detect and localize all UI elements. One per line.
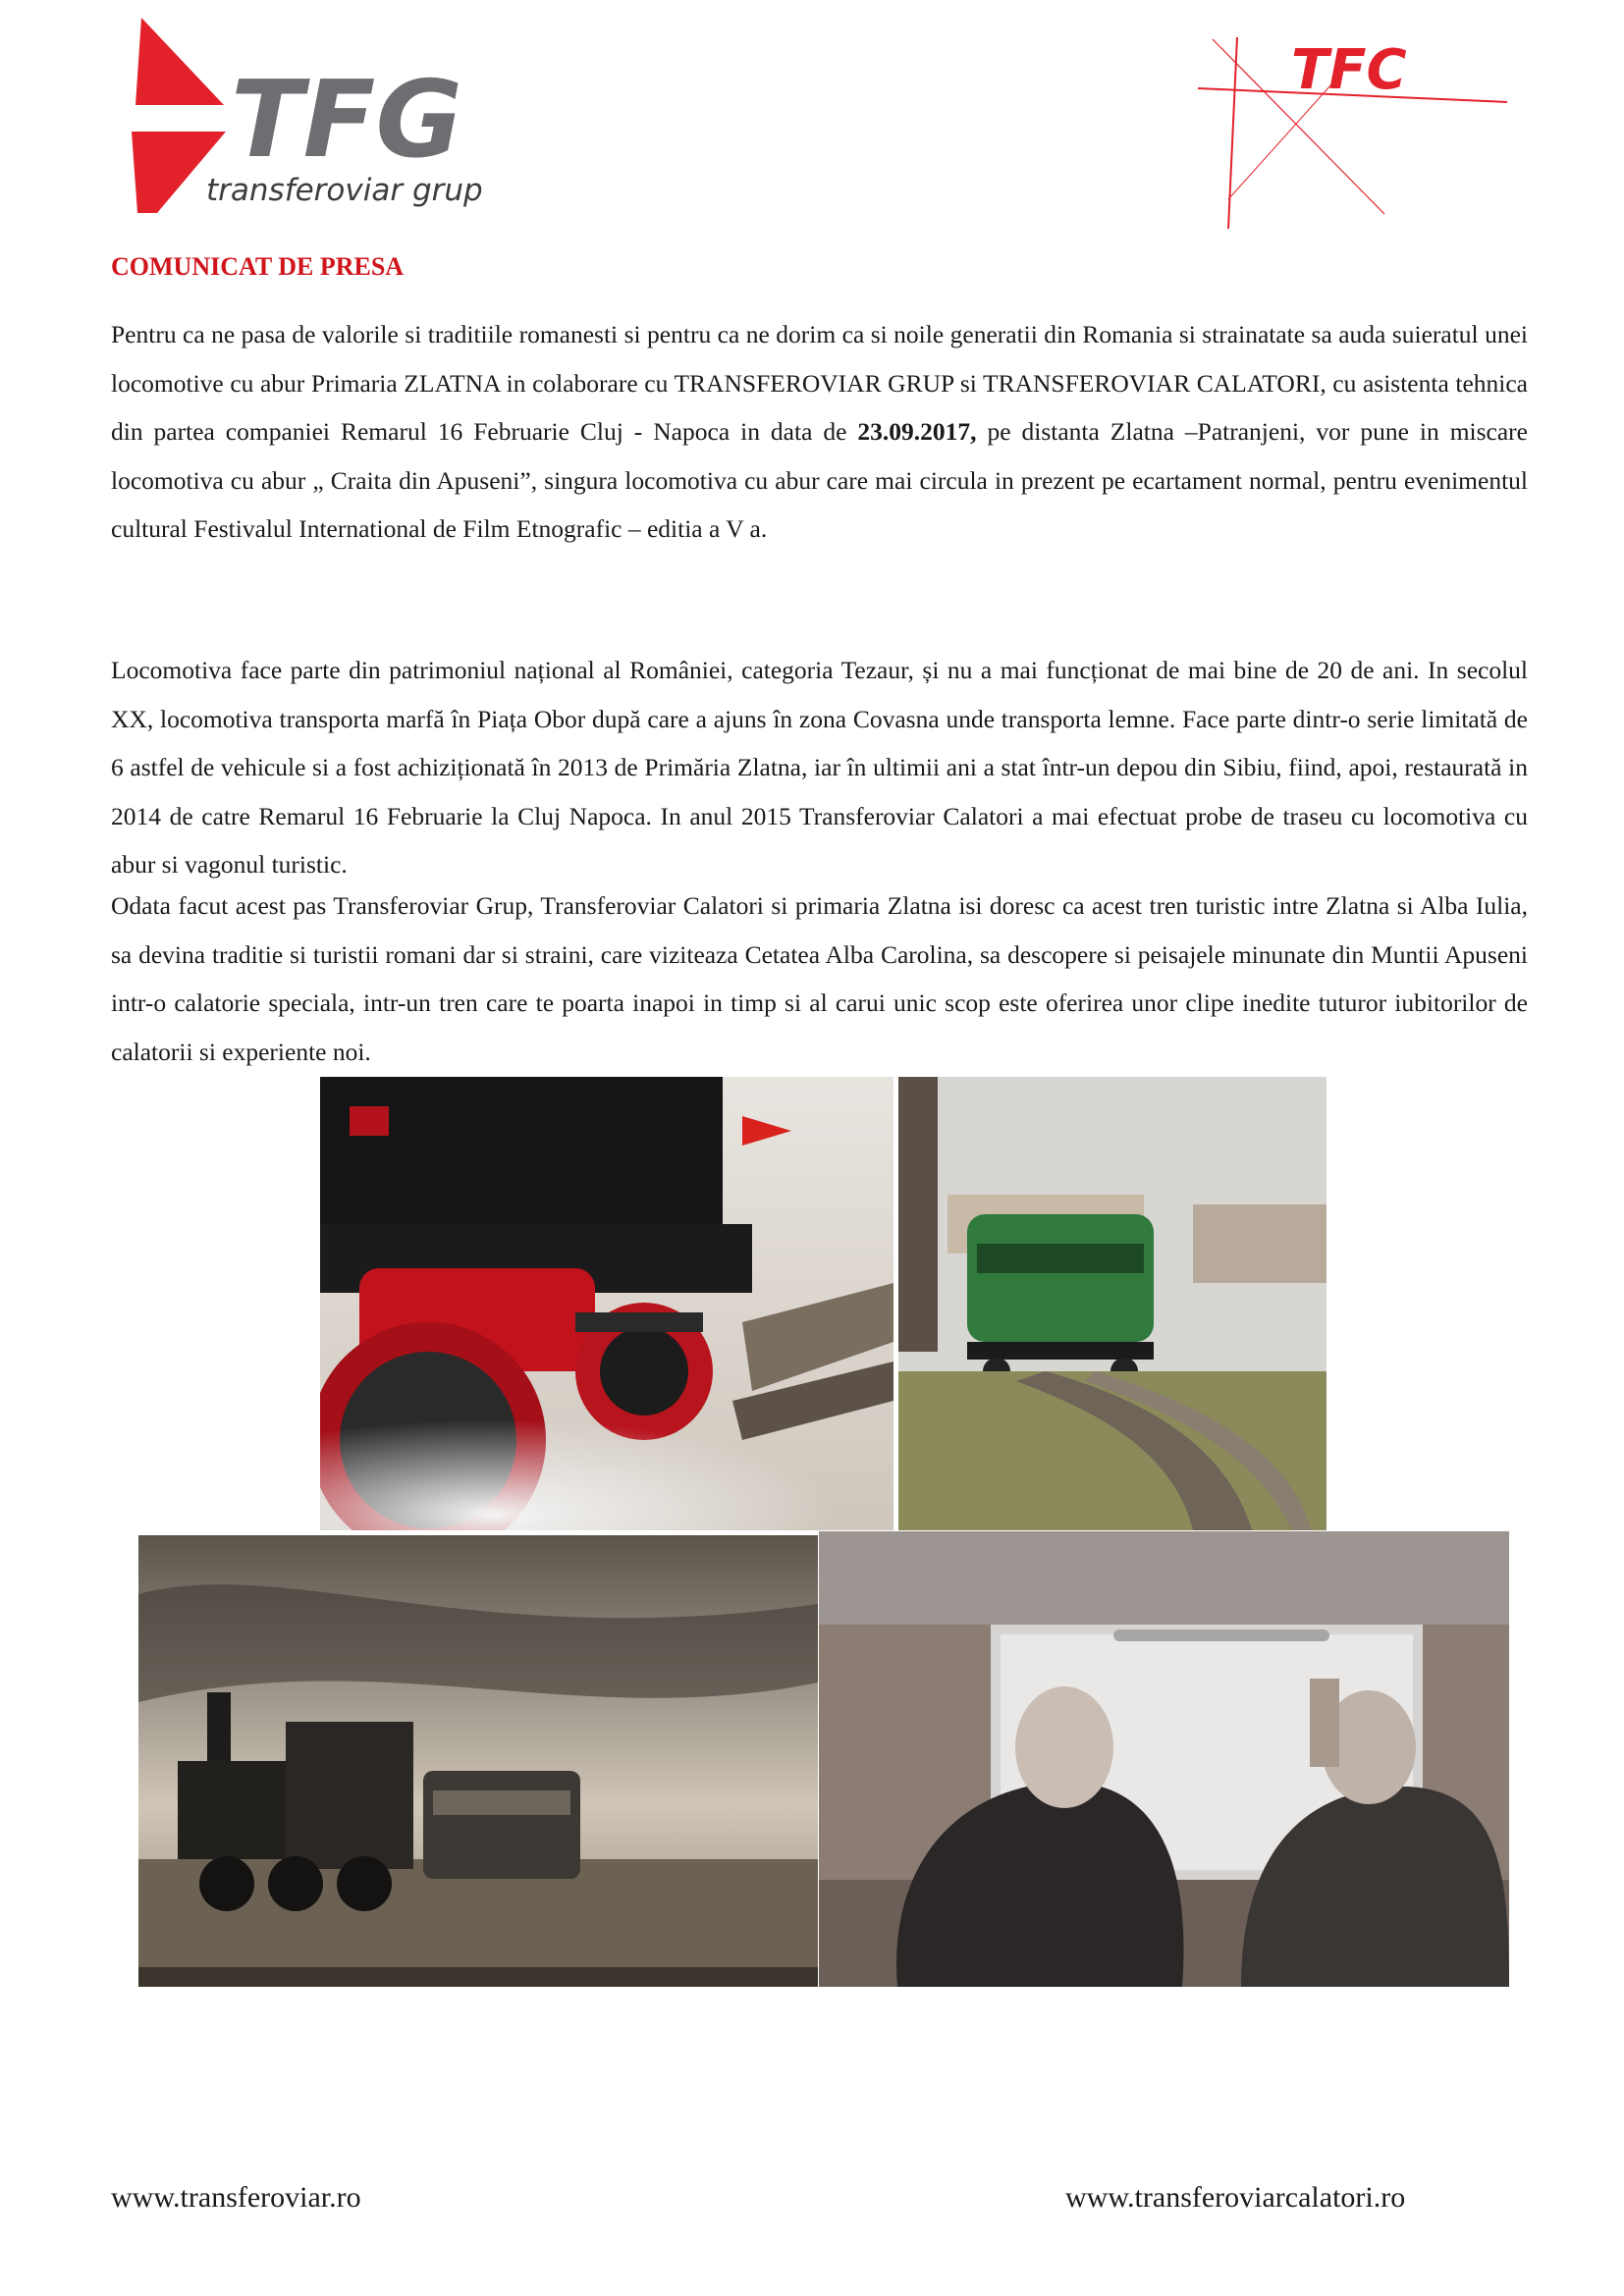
tfc-mark: TFC xyxy=(1291,38,1407,102)
paragraph-2: Locomotiva face parte din patrimoniul național al României, categoria Tezaur, și nu a mai funcționat de mai bine de 20 de ani. In secolul XX, locomotiva transporta marfă în Piața Obor după care a ajuns în zona Covasna unde transporta lemne. Face parte dintr-o serie limitată de 6 astfel de vehicule si a fost achiziționată în 2013 de Primăria Zlatna, iar în ultimii ani a stat într-un depou din Sibiu, fiind, apoi, restaurată in 2014 de catre Remarul 16 Februarie la Cluj Napoca. In anul 2015 Transferoviar Calatori a mai efectuat probe de traseu cu locomotiva cu abur si vagonul turistic. xyxy=(111,656,1528,880)
tfg-mark: TFG xyxy=(231,59,463,182)
photo-passengers-window xyxy=(819,1531,1509,1987)
paragraph-1 xyxy=(111,310,1528,554)
tfg-logo xyxy=(128,12,501,218)
press-release-heading: COMUNICAT DE PRESA xyxy=(111,252,405,281)
paragraph-1-text-end: pe distanta Zlatna –Patranjeni, vor pune in miscare locomotiva cu abur „ Craita din Apuseni”, singura locomotiva cu abur care mai circula in prezent pe ecartament normal, pentru evenimentul cultural Festivalul International de Film Etnografic – editia a V a. xyxy=(111,417,1528,544)
photo-green-carriage xyxy=(898,1077,1326,1530)
footer-link-transferoviar[interactable]: www.transferoviar.ro xyxy=(111,2181,361,2214)
paragraph-3: Odata facut acest pas Transferoviar Grup, Transferoviar Calatori si primaria Zlatna isi doresc ca acest tren turistic intre Zlatna si Alba Iulia, sa devina traditie si turistii romani dar si straini, care viziteaza Cetatea Alba Carolina, sa descopere si peisajele minunate din Muntii Apuseni intr-o calatorie speciala, intr-un tren care te poarta inapoi in timp si al carui unic scop este oferirea unor clipe inedite tuturor iubitorilor de calatorii si experiente noi. xyxy=(111,891,1528,1066)
tfc-logo xyxy=(1193,27,1517,243)
photo-sepia-train xyxy=(138,1535,818,1987)
photo-locomotive-wheels xyxy=(320,1077,893,1530)
tfg-tagline: transferoviar grup xyxy=(206,173,483,208)
paragraph-1-text-start: Pentru ca ne pasa de valorile si traditiile romanesti si pentru ca ne dorim ca si noile generatii din Romania si strainatate sa auda suieratul unei locomotive cu abur Primaria ZLATNA in colaborare cu TRANSFEROVIAR GRUP si TRANSFEROVIAR CALATORI, cu asistenta tehnica din partea companiei Remarul 16 Februarie Cluj - Napoca in data de xyxy=(111,320,1528,447)
footer-link-transferoviarcalatori[interactable]: www.transferoviarcalatori.ro xyxy=(1065,2181,1406,2214)
event-date: 23.09.2017, xyxy=(857,417,977,447)
